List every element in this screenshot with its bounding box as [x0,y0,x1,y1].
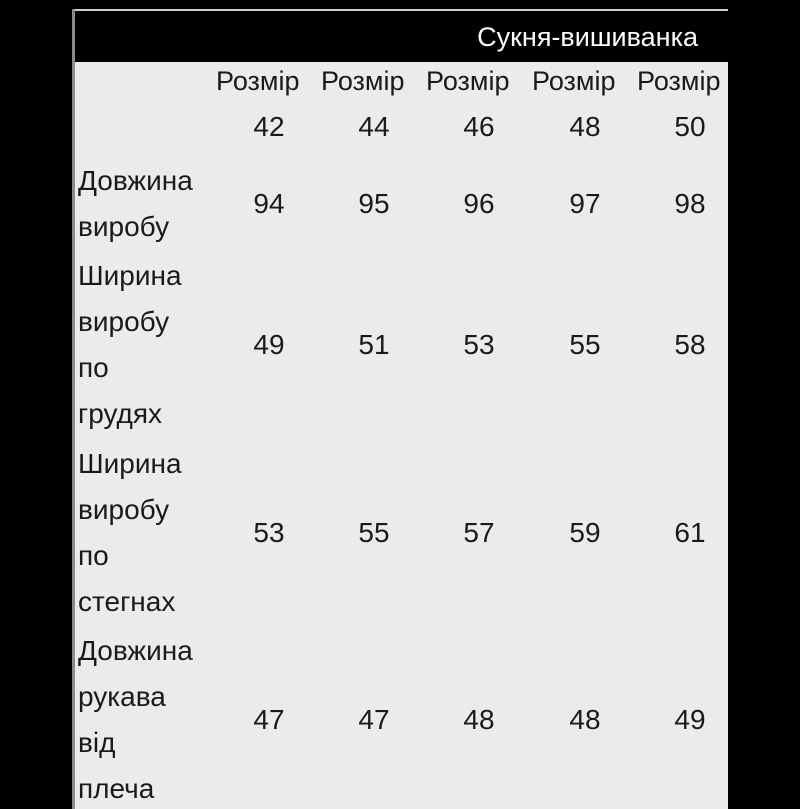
size-header-number: 44 [358,111,390,142]
row-label-line: виробу [78,306,170,337]
size-header-44 [321,66,427,142]
table-cell: 57 [463,517,495,548]
row-label-line: Довжина [78,165,193,196]
size-header-word: Розмір [321,66,405,96]
table-cell: 49 [253,329,285,360]
table-cell: 55 [569,329,601,360]
size-header-number: 42 [253,111,285,142]
table-cell: 49 [674,704,706,735]
row-label-line: по [78,540,109,571]
row-label-chest-width [78,253,182,437]
size-header-48 [532,66,638,142]
size-header-number: 48 [569,111,601,142]
row-label-line: від [78,727,116,758]
row-label-product-length [78,158,193,250]
row-label-line: по [78,352,109,383]
size-header-42 [216,66,322,142]
size-chart-sheet [72,9,728,809]
size-header-number: 46 [463,111,495,142]
table-cell: 47 [253,704,285,735]
table-cell: 61 [674,517,706,548]
size-header-word: Розмір [637,66,721,96]
table-cell: 58 [674,329,706,360]
row-label-line: виробу [78,494,170,525]
table-cell: 96 [463,188,495,219]
row-label-line: рукава [78,681,166,712]
row-label-line: Ширина [78,448,182,479]
size-header-word: Розмір [426,66,510,96]
table-cell: 51 [358,329,390,360]
row-label-line: Довжина [78,635,193,666]
table-title: Сукня-вишиванка [477,22,698,52]
row-label-line: грудях [78,398,163,429]
size-header-word: Розмір [532,66,616,96]
table-cell: 98 [674,188,706,219]
table-cell: 48 [463,704,495,735]
table-cell: 47 [358,704,390,735]
row-label-sleeve-length [78,628,193,809]
table-cell: 53 [463,329,495,360]
size-header-46 [426,66,532,142]
table-cell: 59 [569,517,601,548]
row-label-line: стегнах [78,586,176,617]
row-label-hip-width [78,441,182,625]
table-cell: 55 [358,517,390,548]
table-cell: 48 [569,704,601,735]
size-header-number: 50 [674,111,706,142]
size-header-50 [637,66,728,142]
table-cell: 95 [358,188,390,219]
size-header-word: Розмір [216,66,300,96]
row-label-line: плеча [78,773,155,804]
title-bar [75,11,728,62]
table-cell: 94 [253,188,285,219]
row-label-line: Ширина [78,260,182,291]
left-border [72,9,75,809]
table-cell: 97 [569,188,601,219]
row-label-line: виробу [78,211,170,242]
table-cell: 53 [253,517,285,548]
